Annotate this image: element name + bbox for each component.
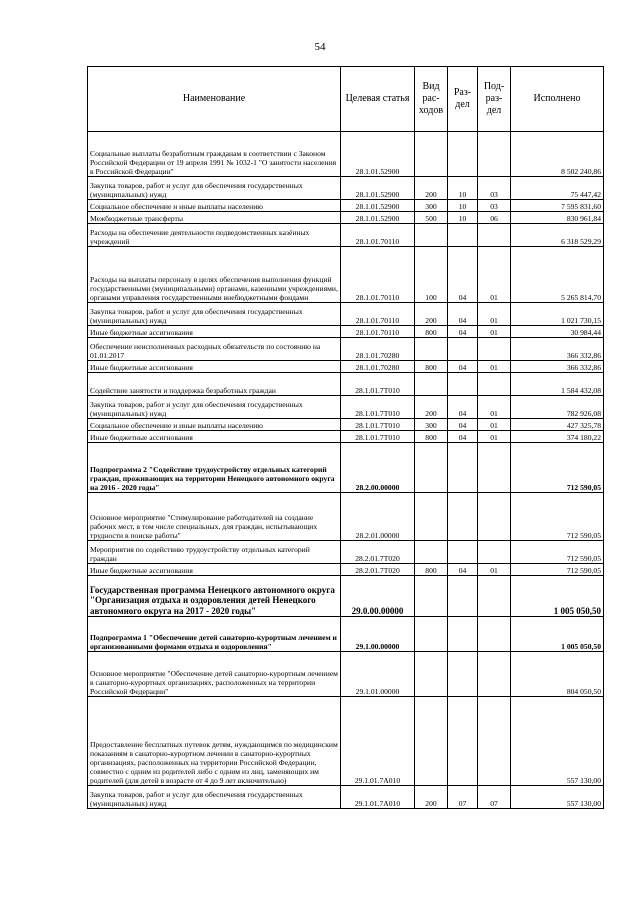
row-name: Основное мероприятие "Обеспечение детей санаторно-курортным лечением в санаторно-курортных организациях, расположенных на территории Российской Федерации" <box>88 652 341 697</box>
row-value: 30 984,44 <box>511 326 604 338</box>
row-razdel <box>448 338 478 361</box>
row-podrazdel: 01 <box>478 396 511 419</box>
row-name: Основное мероприятие "Стимулирование работодателей на создание рабочих мест, в том числе специальных, для граждан, испытывающих трудности в поиске работы" <box>88 493 341 541</box>
row-name: Иные бюджетные ассигнования <box>88 326 341 338</box>
row-podrazdel <box>478 541 511 564</box>
table-row <box>88 617 604 652</box>
row-podrazdel <box>478 697 511 786</box>
row-vid <box>415 443 448 493</box>
table-row <box>88 361 604 373</box>
row-podrazdel <box>478 373 511 396</box>
row-vid <box>415 493 448 541</box>
row-razdel <box>448 576 478 617</box>
row-podrazdel: 01 <box>478 326 511 338</box>
row-vid: 500 <box>415 212 448 224</box>
row-vid: 800 <box>415 326 448 338</box>
row-razdel: 04 <box>448 419 478 431</box>
row-name: Иные бюджетные ассигнования <box>88 564 341 576</box>
table-row <box>88 576 604 617</box>
row-razdel: 10 <box>448 212 478 224</box>
row-target: 29.1.01.00000 <box>341 652 415 697</box>
row-podrazdel <box>478 443 511 493</box>
table-row <box>88 200 604 212</box>
table-row <box>88 396 604 419</box>
table-row <box>88 652 604 697</box>
row-razdel: 10 <box>448 177 478 200</box>
row-target: 28.1.01.70110 <box>341 247 415 303</box>
row-vid <box>415 697 448 786</box>
row-name: Подпрограмма 1 "Обеспечение детей санаторно-курортным лечением и организованными формами отдыха и оздоровления" <box>88 617 341 652</box>
row-value: 712 590,05 <box>511 493 604 541</box>
row-name: Государственная программа Ненецкого автономного округа "Организация отдыха и оздоровления детей Ненецкого автономного округа на 2017 - 2020 годы" <box>88 576 341 617</box>
row-name: Закупка товаров, работ и услуг для обеспечения государственных (муниципальных) нужд <box>88 303 341 326</box>
row-target: 28.1.01.7T010 <box>341 431 415 443</box>
row-podrazdel <box>478 493 511 541</box>
row-value: 1 584 432,08 <box>511 373 604 396</box>
row-name: Межбюджетные трансферты <box>88 212 341 224</box>
row-razdel <box>448 617 478 652</box>
row-razdel <box>448 132 478 177</box>
row-razdel: 04 <box>448 396 478 419</box>
row-razdel <box>448 443 478 493</box>
row-value: 366 332,86 <box>511 361 604 373</box>
row-value: 8 502 240,86 <box>511 132 604 177</box>
row-target: 28.1.01.52900 <box>341 200 415 212</box>
row-razdel <box>448 224 478 247</box>
header-done: Исполнено <box>511 67 604 132</box>
table-row <box>88 786 604 809</box>
header-target: Целевая статья <box>341 67 415 132</box>
table-row <box>88 541 604 564</box>
row-razdel: 04 <box>448 326 478 338</box>
row-value: 75 447,42 <box>511 177 604 200</box>
row-razdel: 07 <box>448 786 478 809</box>
row-podrazdel <box>478 224 511 247</box>
row-vid <box>415 576 448 617</box>
row-razdel: 04 <box>448 361 478 373</box>
row-name: Закупка товаров, работ и услуг для обеспечения государственных (муниципальных) нужд <box>88 786 341 809</box>
row-podrazdel: 01 <box>478 247 511 303</box>
row-vid: 300 <box>415 419 448 431</box>
table-row <box>88 493 604 541</box>
row-name: Социальное обеспечение и иные выплаты населению <box>88 200 341 212</box>
row-target: 28.2.01.00000 <box>341 493 415 541</box>
row-target: 28.2.01.7T020 <box>341 564 415 576</box>
row-target: 28.1.01.70110 <box>341 303 415 326</box>
row-podrazdel: 07 <box>478 786 511 809</box>
row-podrazdel: 01 <box>478 431 511 443</box>
row-razdel <box>448 652 478 697</box>
row-vid <box>415 652 448 697</box>
row-value: 1 005 050,50 <box>511 617 604 652</box>
row-razdel <box>448 697 478 786</box>
table-row <box>88 443 604 493</box>
row-target: 29.1.00.00000 <box>341 617 415 652</box>
row-podrazdel: 03 <box>478 200 511 212</box>
row-name: Подпрограмма 2 "Содействие трудоустройству отдельных категорий граждан, проживающих на территории Ненецкого автономного округа на 2016 - 2020 годы" <box>88 443 341 493</box>
table-row <box>88 132 604 177</box>
row-name: Расходы на выплаты персоналу в целях обеспечения выполнения функций государственными (муниципальными) органами, казенными учреждениями, органами управления государственными внебюджетными фондами <box>88 247 341 303</box>
table-row <box>88 326 604 338</box>
row-target: 28.1.01.52900 <box>341 132 415 177</box>
row-vid <box>415 224 448 247</box>
row-target: 28.2.00.00000 <box>341 443 415 493</box>
row-razdel: 04 <box>448 431 478 443</box>
row-target: 28.1.01.7T010 <box>341 373 415 396</box>
row-target: 28.1.01.7T010 <box>341 419 415 431</box>
page-number: 54 <box>314 41 326 53</box>
table-row <box>88 697 604 786</box>
row-value: 712 590,05 <box>511 541 604 564</box>
row-value: 5 265 814,70 <box>511 247 604 303</box>
table-header-row <box>88 67 604 132</box>
table-row <box>88 224 604 247</box>
row-value: 782 926,08 <box>511 396 604 419</box>
table-row <box>88 247 604 303</box>
row-razdel <box>448 541 478 564</box>
row-vid: 200 <box>415 786 448 809</box>
table-row <box>88 177 604 200</box>
table-row <box>88 338 604 361</box>
table-row <box>88 373 604 396</box>
row-value: 804 050,50 <box>511 652 604 697</box>
row-vid <box>415 541 448 564</box>
row-value: 1 005 050,50 <box>511 576 604 617</box>
row-razdel: 04 <box>448 303 478 326</box>
row-target: 28.1.01.7T010 <box>341 396 415 419</box>
row-podrazdel: 01 <box>478 419 511 431</box>
row-value: 712 590,05 <box>511 564 604 576</box>
header-razdel: Раз-дел <box>448 67 478 132</box>
row-target: 28.1.01.70280 <box>341 338 415 361</box>
row-razdel: 04 <box>448 564 478 576</box>
row-podrazdel <box>478 576 511 617</box>
row-podrazdel: 03 <box>478 177 511 200</box>
row-name: Иные бюджетные ассигнования <box>88 431 341 443</box>
row-podrazdel <box>478 132 511 177</box>
row-value: 712 590,05 <box>511 443 604 493</box>
row-name: Социальное обеспечение и иные выплаты населению <box>88 419 341 431</box>
budget-table <box>87 66 604 809</box>
row-vid: 100 <box>415 247 448 303</box>
row-value: 6 318 529,29 <box>511 224 604 247</box>
row-podrazdel <box>478 652 511 697</box>
row-podrazdel: 06 <box>478 212 511 224</box>
row-podrazdel: 01 <box>478 564 511 576</box>
row-name: Закупка товаров, работ и услуг для обеспечения государственных (муниципальных) нужд <box>88 396 341 419</box>
header-podrazdel: Под-раз-дел <box>478 67 511 132</box>
row-value: 366 332,86 <box>511 338 604 361</box>
row-value: 1 021 730,15 <box>511 303 604 326</box>
row-podrazdel <box>478 617 511 652</box>
row-target: 28.1.01.70110 <box>341 224 415 247</box>
row-podrazdel: 01 <box>478 361 511 373</box>
row-vid: 200 <box>415 177 448 200</box>
row-podrazdel <box>478 338 511 361</box>
table-row <box>88 303 604 326</box>
header-vid: Вид рас-ходов <box>415 67 448 132</box>
row-vid <box>415 617 448 652</box>
row-name: Иные бюджетные ассигнования <box>88 361 341 373</box>
row-target: 29.0.00.00000 <box>341 576 415 617</box>
row-target: 28.1.01.70110 <box>341 326 415 338</box>
row-name: Социальные выплаты безработным гражданам в соответствии с Законом Российской Федерации от 19 апреля 1991 № 1032-1 "О занятости населения в Российской Федерации" <box>88 132 341 177</box>
table-row <box>88 212 604 224</box>
row-razdel: 10 <box>448 200 478 212</box>
row-vid <box>415 132 448 177</box>
row-name: Содействие занятости и поддержка безработных граждан <box>88 373 341 396</box>
row-razdel <box>448 373 478 396</box>
row-podrazdel: 01 <box>478 303 511 326</box>
row-name: Обеспечение неисполненных расходных обязательств по состоянию на 01.01.2017 <box>88 338 341 361</box>
row-vid: 800 <box>415 361 448 373</box>
row-vid: 300 <box>415 200 448 212</box>
row-name: Расходы на обеспечение деятельности подведомственных казённых учреждений <box>88 224 341 247</box>
row-vid <box>415 338 448 361</box>
row-target: 28.1.01.52900 <box>341 212 415 224</box>
row-vid: 200 <box>415 396 448 419</box>
row-target: 29.1.01.7А010 <box>341 697 415 786</box>
row-vid: 800 <box>415 564 448 576</box>
row-target: 28.1.01.52900 <box>341 177 415 200</box>
row-value: 557 130,00 <box>511 786 604 809</box>
row-value: 374 180,22 <box>511 431 604 443</box>
row-name: Предоставление бесплатных путевок детям, нуждающимся по медицинским показаниям в санаторно-курортном лечении в санаторно-курортных организациях, расположенных на территории Российской Федерации, совместно с одним из родителей либо с одним из лиц, заменяющих им родителей (для детей в возрасте от 4 до 9 лет включительно) <box>88 697 341 786</box>
row-value: 7 595 831,60 <box>511 200 604 212</box>
header-name: Наименование <box>88 67 341 132</box>
row-value: 557 130,00 <box>511 697 604 786</box>
row-name: Мероприятия по содействию трудоустройству отдельных категорий граждан <box>88 541 341 564</box>
row-target: 28.1.01.70280 <box>341 361 415 373</box>
row-target: 28.2.01.7T020 <box>341 541 415 564</box>
row-target: 29.1.01.7А010 <box>341 786 415 809</box>
row-vid <box>415 373 448 396</box>
table-row <box>88 419 604 431</box>
row-value: 830 961,84 <box>511 212 604 224</box>
table-row <box>88 431 604 443</box>
table-row <box>88 564 604 576</box>
row-razdel: 04 <box>448 247 478 303</box>
row-vid: 800 <box>415 431 448 443</box>
row-razdel <box>448 493 478 541</box>
row-vid: 200 <box>415 303 448 326</box>
row-name: Закупка товаров, работ и услуг для обеспечения государственных (муниципальных) нужд <box>88 177 341 200</box>
row-value: 427 325,78 <box>511 419 604 431</box>
